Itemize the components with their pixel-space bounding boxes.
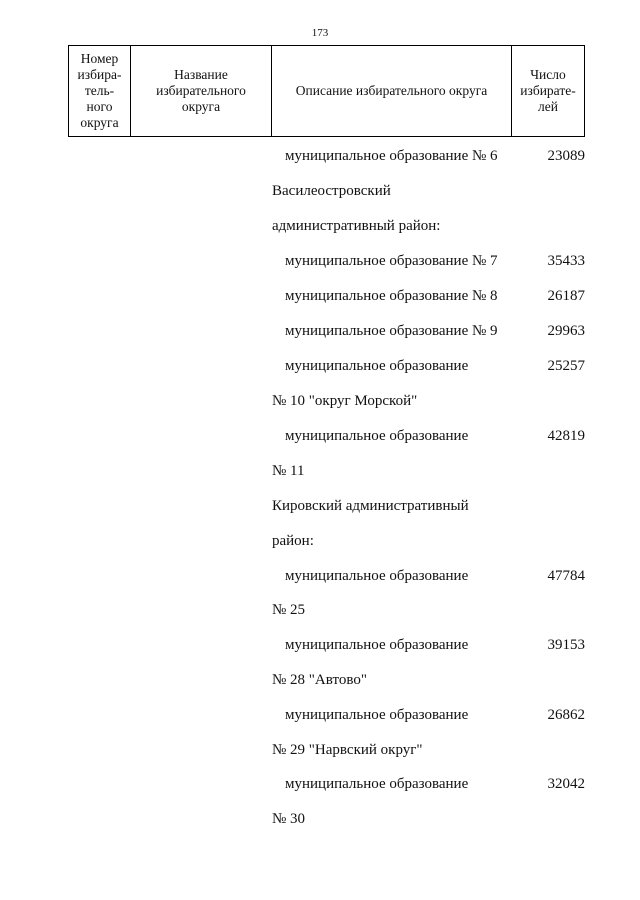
district-row-text: муниципальное образование bbox=[285, 707, 469, 723]
header-description-label: Описание избирательного округа bbox=[295, 83, 488, 98]
header-name-line: округа bbox=[181, 99, 221, 114]
header-voters-column bbox=[512, 46, 585, 137]
page-number: 173 bbox=[311, 27, 329, 39]
voter-count: 26187 bbox=[547, 288, 585, 304]
district-row-text: муниципальное образование bbox=[285, 358, 469, 374]
header-voters-line: лей bbox=[538, 99, 558, 114]
district-row-text: муниципальное образование bbox=[285, 637, 469, 653]
district-row-text: № 30 bbox=[272, 811, 306, 827]
voter-count: 47784 bbox=[547, 568, 585, 584]
voter-count: 29963 bbox=[547, 323, 585, 339]
voter-count: 23089 bbox=[547, 148, 585, 164]
header-name-column bbox=[131, 46, 272, 137]
district-row-text: район: bbox=[272, 533, 314, 549]
district-row-text: № 28 "Автово" bbox=[272, 672, 367, 688]
header-name-line: Название bbox=[174, 67, 228, 82]
district-row-text: № 25 bbox=[272, 602, 306, 618]
voter-count: 35433 bbox=[547, 253, 585, 269]
voter-count: 42819 bbox=[547, 428, 585, 444]
header-description-column bbox=[272, 46, 512, 137]
district-row-text: Василеостровский bbox=[272, 183, 391, 199]
header-number-line: ного bbox=[86, 99, 113, 114]
header-number-column bbox=[69, 46, 131, 137]
district-row-text: Кировский административный bbox=[272, 498, 469, 514]
header-number-line: Номер bbox=[80, 51, 119, 66]
district-row-text: муниципальное образование bbox=[285, 428, 469, 444]
voter-count: 39153 bbox=[547, 637, 585, 653]
table-header bbox=[68, 45, 585, 137]
header-name-line: избирательного bbox=[156, 83, 246, 98]
district-row-text: муниципальное образование bbox=[285, 776, 469, 792]
district-row-text: № 11 bbox=[272, 463, 305, 479]
header-number-line: округа bbox=[80, 115, 119, 130]
district-row-text: муниципальное образование № 7 bbox=[285, 253, 498, 269]
district-row-text: муниципальное образование № 9 bbox=[285, 323, 498, 339]
header-number-line: тель- bbox=[84, 83, 115, 98]
header-voters-line: избирате- bbox=[520, 83, 576, 98]
district-row-text: муниципальное образование № 8 bbox=[285, 288, 498, 304]
header-number-line: избира- bbox=[77, 67, 122, 82]
header-voters-line: Число bbox=[530, 67, 566, 82]
voter-count: 32042 bbox=[547, 776, 585, 792]
district-row-text: № 29 "Нарвский округ" bbox=[272, 742, 423, 758]
district-row-text: № 10 "округ Морской" bbox=[272, 393, 418, 409]
district-row-text: муниципальное образование bbox=[285, 568, 469, 584]
voter-count: 26862 bbox=[547, 707, 585, 723]
district-row-text: административный район: bbox=[272, 218, 441, 234]
district-row-text: муниципальное образование № 6 bbox=[285, 148, 498, 164]
voter-count: 25257 bbox=[547, 358, 585, 374]
